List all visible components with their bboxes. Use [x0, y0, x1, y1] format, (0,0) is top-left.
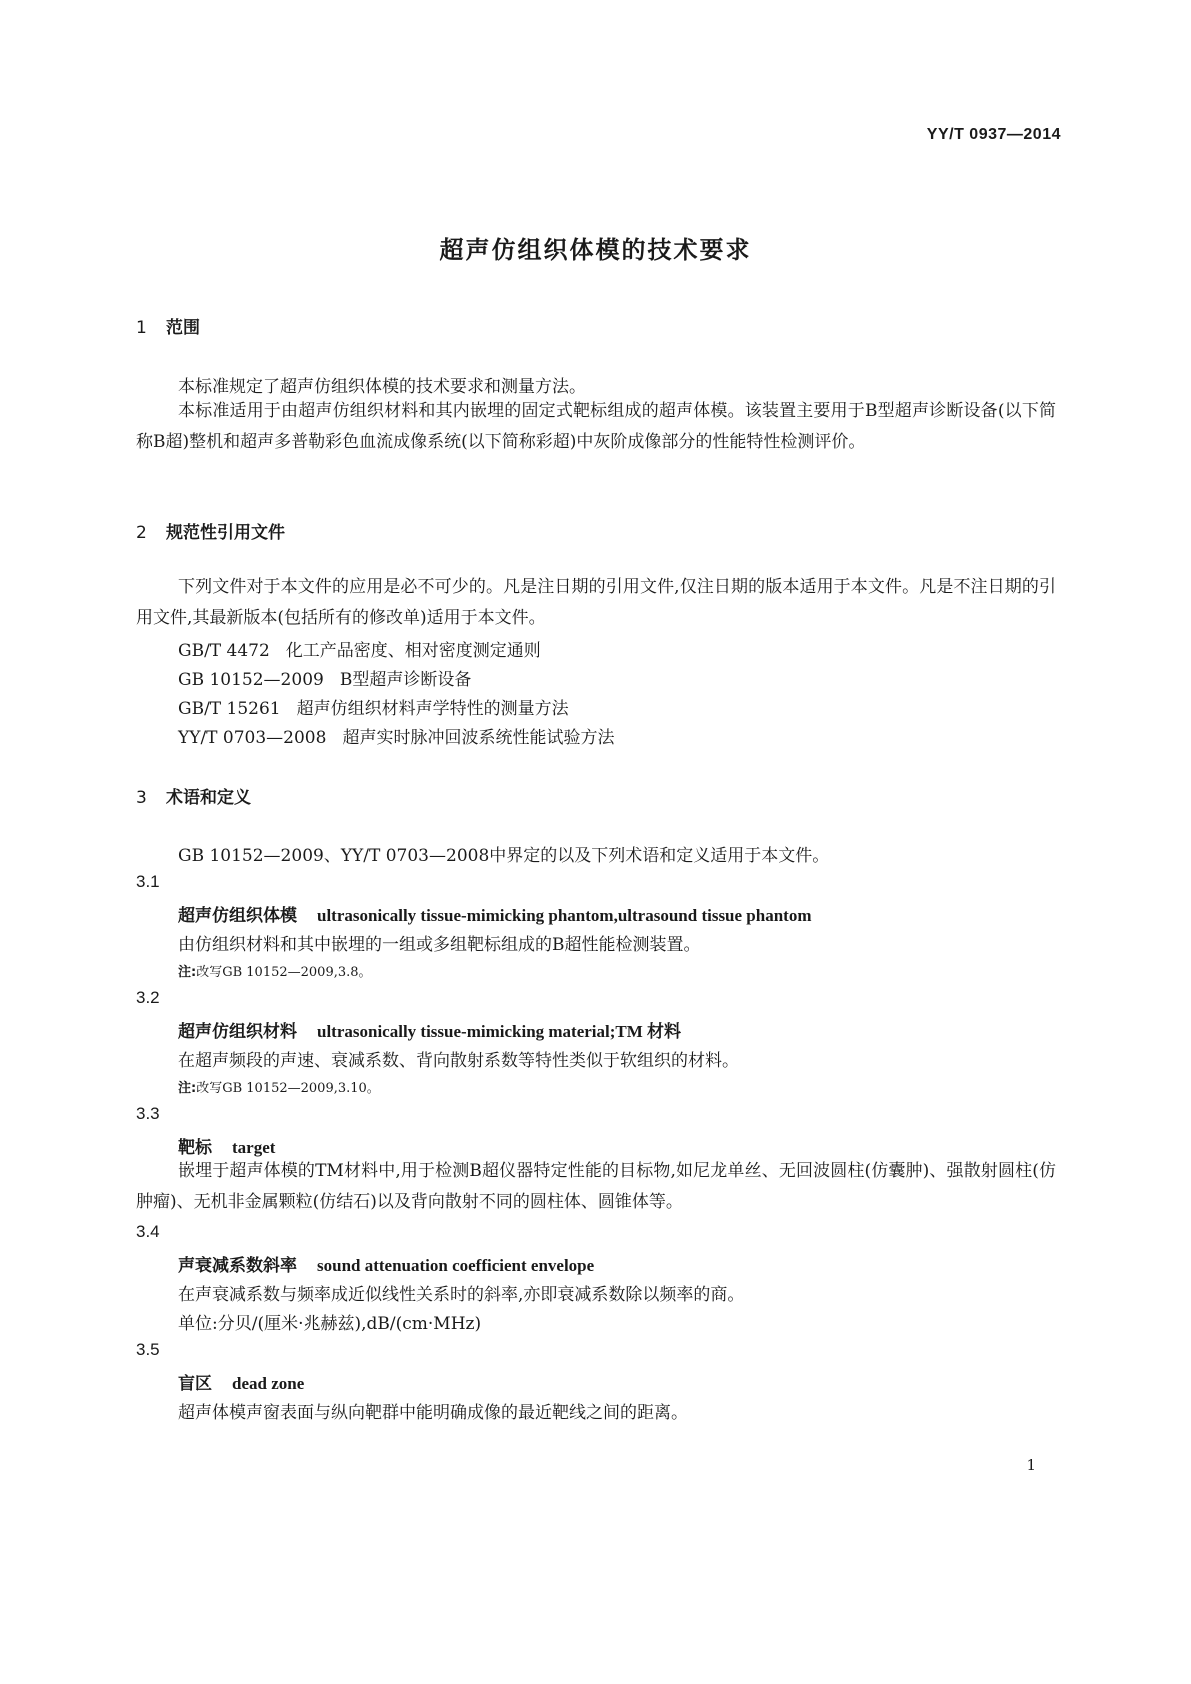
section-2-number: 2: [136, 523, 147, 543]
page-number: 1: [1026, 1456, 1036, 1474]
reference-title: 化工产品密度、相对密度测定通则: [285, 641, 541, 661]
term-name-en: dead zone: [232, 1374, 305, 1393]
term-definition: 嵌埋于超声体模的TM材料中,用于检测B超仪器特定性能的目标物,如尼龙单丝、无回波圆柱(仿囊肿)、强散射圆柱(仿肿瘤)、无机非金属颗粒(仿结石)以及背向散射不同的圆柱体、圆锥体等。: [136, 1161, 1056, 1212]
term-name-en: ultrasonically tissue-mimicking phantom,ultrasound tissue phantom: [317, 906, 812, 925]
term-heading: [178, 1133, 275, 1158]
term-heading: [178, 1369, 304, 1394]
reference-title: B型超声诊断设备: [339, 670, 472, 690]
section-3-number: 3: [136, 788, 147, 808]
document-title: 超声仿组织体模的技术要求: [439, 236, 752, 264]
reference-title: 超声仿组织材料声学特性的测量方法: [296, 699, 569, 719]
term-heading: [178, 901, 812, 926]
section-1-title: 范围: [166, 318, 200, 338]
term-number: 3.5: [136, 1340, 160, 1359]
term-number: 3.4: [136, 1222, 160, 1241]
term-number: 3.3: [136, 1104, 160, 1123]
reference-item: [178, 694, 569, 719]
section-2-title: 规范性引用文件: [166, 523, 285, 543]
section-3-title: 术语和定义: [166, 788, 251, 808]
term-number: 3.1: [136, 872, 160, 891]
term-name-cn: 超声仿组织材料: [178, 1022, 297, 1042]
term-definition: 超声体模声窗表面与纵向靶群中能明确成像的最近靶线之间的距离。: [178, 1403, 688, 1423]
note-label: 注:: [178, 1081, 197, 1096]
section-3-intro: GB 10152—2009、YY/T 0703—2008中界定的以及下列术语和定义适用于本文件。: [178, 846, 830, 866]
term-name-en: target: [232, 1138, 276, 1157]
reference-item: [178, 665, 471, 690]
section-1-number: 1: [136, 318, 147, 338]
note-label: 注:: [178, 965, 197, 980]
section-1-paragraph-2: 本标准适用于由超声仿组织材料和其内嵌埋的固定式靶标组成的超声体模。该装置主要用于B型超声诊断设备(以下简称B超)整机和超声多普勒彩色血流成像系统(以下简称彩超)中灰阶成像部分的性能特性检测评价。: [136, 401, 1056, 452]
reference-code: GB 10152—2009: [178, 670, 324, 690]
term-heading: [178, 1251, 594, 1276]
term-number: 3.2: [136, 988, 160, 1007]
note-text: 改写GB 10152—2009,3.10。: [196, 1081, 380, 1096]
section-3-heading: [136, 783, 251, 808]
term-name-cn: 靶标: [178, 1138, 212, 1158]
section-2-paragraph-1: 下列文件对于本文件的应用是必不可少的。凡是注日期的引用文件,仅注日期的版本适用于本文件。凡是不注日期的引用文件,其最新版本(包括所有的修改单)适用于本文件。: [136, 577, 1056, 628]
reference-code: GB/T 4472: [178, 641, 270, 661]
reference-code: YY/T 0703—2008: [178, 728, 327, 748]
section-1-paragraph-1: 本标准规定了超声仿组织体模的技术要求和测量方法。: [178, 377, 586, 397]
term-note: [178, 1077, 380, 1096]
section-1-heading: [136, 313, 200, 338]
term-name-cn: 超声仿组织体模: [178, 906, 297, 926]
term-name-en: ultrasonically tissue-mimicking material;TM 材料: [317, 1022, 682, 1041]
term-note: [178, 961, 372, 980]
standard-number: YY/T 0937—2014: [926, 126, 1061, 143]
note-text: 改写GB 10152—2009,3.8。: [196, 965, 372, 980]
term-unit: 单位:分贝/(厘米·兆赫兹),dB/(cm·MHz): [178, 1314, 482, 1334]
term-name-cn: 盲区: [178, 1374, 212, 1394]
reference-item: [178, 723, 614, 748]
term-name-cn: 声衰减系数斜率: [178, 1256, 297, 1276]
reference-code: GB/T 15261: [178, 699, 281, 719]
reference-title: 超声实时脉冲回波系统性能试验方法: [342, 728, 615, 748]
term-name-en: sound attenuation coefficient envelope: [317, 1256, 595, 1275]
term-definition: 在超声频段的声速、衰减系数、背向散射系数等特性类似于软组织的材料。: [178, 1051, 739, 1071]
term-definition: 由仿组织材料和其中嵌埋的一组或多组靶标组成的B超性能检测装置。: [178, 935, 701, 955]
term-definition: 在声衰减系数与频率成近似线性关系时的斜率,亦即衰减系数除以频率的商。: [178, 1285, 745, 1305]
term-heading: [178, 1017, 681, 1042]
section-2-heading: [136, 518, 285, 543]
reference-item: [178, 636, 541, 661]
